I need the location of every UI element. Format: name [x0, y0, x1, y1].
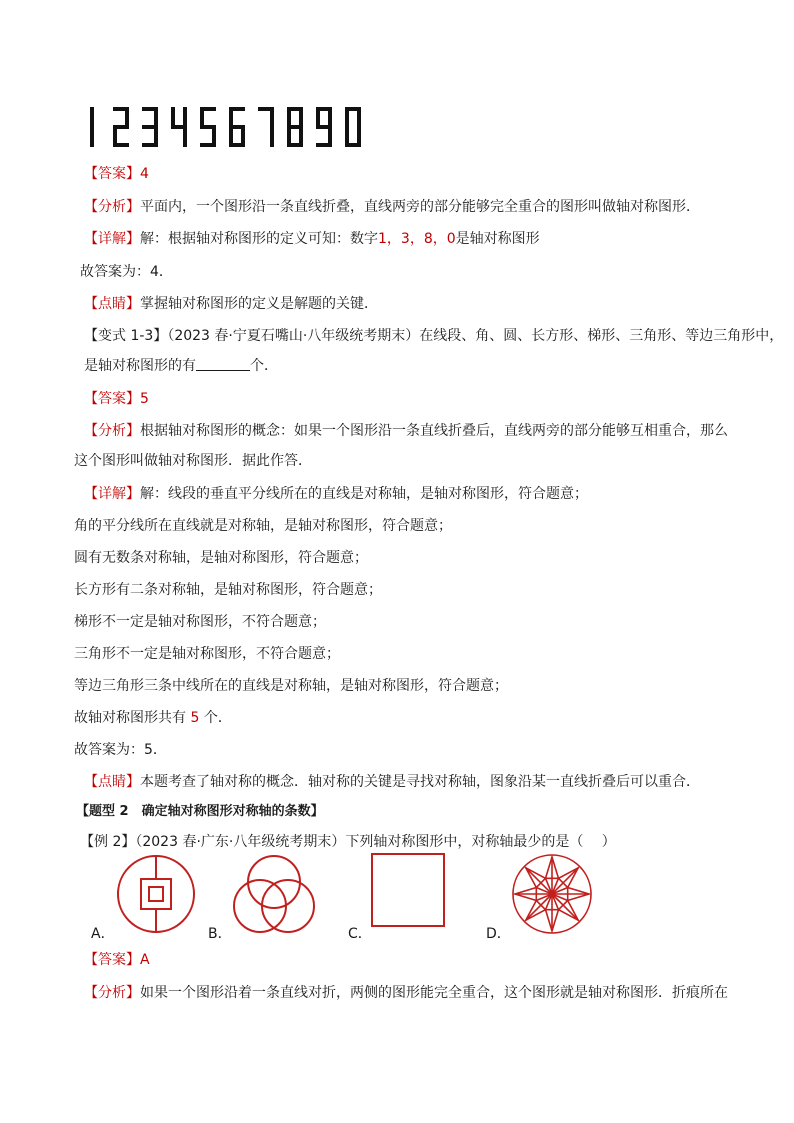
- comment-line-2: [84, 772, 724, 792]
- detail-line-2-3: [74, 580, 714, 600]
- analysis-tag: 【分析】: [84, 423, 140, 439]
- detail-prefix: 解：根据轴对称图形的定义可知：数字: [140, 231, 378, 247]
- option-a-label: A．: [91, 926, 115, 942]
- section-title-text: 【题型 2 确定轴对称图形对称轴的条数】: [76, 804, 324, 819]
- section-title: [76, 802, 716, 822]
- answer-line-2: [84, 389, 724, 409]
- detail-line-2-4: [74, 612, 714, 632]
- detail-line-2-5: [74, 644, 714, 664]
- total-suffix: 个．: [199, 710, 232, 726]
- digit-6: [229, 107, 245, 147]
- analysis-line-3: [84, 983, 728, 1003]
- variant-text: （2023 春·宁夏石嘴山·八年级统考期末）在线段、角、圆、长方形、梯形、三角形、等边三角形中，: [167, 328, 784, 344]
- total-line: [74, 708, 714, 728]
- option-figures: [84, 852, 744, 942]
- digit-3: [142, 107, 158, 147]
- answer-tag: 【答案】: [84, 391, 140, 407]
- digit-7: [258, 107, 274, 147]
- analysis-tag: 【分析】: [84, 985, 140, 1001]
- figure-a-coin: [114, 852, 198, 936]
- figure-d-star-circle: [510, 852, 594, 936]
- variant-tag: 【变式 1-3】: [84, 328, 168, 344]
- conclusion-line-2: [74, 740, 714, 760]
- example-line: [80, 832, 720, 852]
- detail-text: 等边三角形三条中线所在的直线是对称轴，是轴对称图形，符合题意；: [74, 678, 508, 694]
- analysis-text: 如果一个图形沿着一条直线对折，两侧的图形能完全重合，这个图形就是轴对称图形．折痕所在: [140, 985, 728, 1001]
- total-prefix: 故轴对称图形共有: [74, 710, 191, 726]
- digit-5: [200, 107, 216, 147]
- answer-tag: 【答案】: [84, 952, 140, 968]
- detail-text: 长方形有二条对称轴，是轴对称图形，符合题意；: [74, 582, 382, 598]
- digit-8: [287, 107, 303, 147]
- example-tag: 【例 2】: [80, 834, 136, 850]
- conclusion-text: 故答案为：4．: [80, 264, 173, 280]
- answer-value: 5: [140, 391, 149, 407]
- answer-blank: [196, 357, 250, 371]
- analysis-line-2a: [84, 421, 728, 441]
- analysis-line-2b: [74, 451, 714, 471]
- detail-text: 解：线段的垂直平分线所在的直线是对称轴，是轴对称图形，符合题意；: [140, 486, 588, 502]
- detail-tag: 【详解】: [84, 486, 140, 502]
- figure-c-square: [370, 852, 446, 928]
- detail-text: 角的平分线所在直线就是对称轴，是轴对称图形，符合题意；: [74, 518, 452, 534]
- figure-b-triquetra: [226, 852, 322, 936]
- variant-line2-prefix: 是轴对称图形的有: [84, 358, 196, 374]
- detail-tag: 【详解】: [84, 231, 140, 247]
- analysis-line-1: [84, 197, 724, 217]
- answer-tag: 【答案】: [84, 166, 140, 182]
- comment-text: 本题考查了轴对称的概念．轴对称的关键是寻找对称轴，图象沿某一直线折叠后可以重合．: [140, 774, 700, 790]
- detail-line-2-0: [84, 484, 724, 504]
- digit-4: [171, 107, 187, 147]
- comment-tag: 【点睛】: [84, 774, 140, 790]
- variant-line-2: [84, 356, 724, 376]
- analysis-text-cont: 这个图形叫做轴对称图形．据此作答．: [74, 453, 312, 469]
- detail-line-1: [84, 229, 724, 249]
- analysis-text: 根据轴对称图形的概念：如果一个图形沿一条直线折叠后，直线两旁的部分能够互相重合，那么: [140, 423, 728, 439]
- option-d-label: D．: [486, 926, 511, 942]
- detail-suffix: 是轴对称图形: [455, 231, 540, 247]
- analysis-tag: 【分析】: [84, 199, 140, 215]
- total-num: 5: [190, 710, 200, 726]
- example-text: （2023 春·广东·八年级统考期末）下列轴对称图形中，对称轴最少的是（ ）: [135, 834, 616, 850]
- detail-text: 梯形不一定是轴对称图形，不符合题意；: [74, 614, 326, 630]
- analysis-text: 平面内，一个图形沿一条直线折叠，直线两旁的部分能够完全重合的图形叫做轴对称图形．: [140, 199, 700, 215]
- detail-text: 圆有无数条对称轴，是轴对称图形，符合题意；: [74, 550, 368, 566]
- digit-1: [90, 107, 94, 147]
- detail-text: 三角形不一定是轴对称图形，不符合题意；: [74, 646, 340, 662]
- digits-figure: [80, 104, 370, 150]
- digits-image: [80, 104, 370, 150]
- answer-value: A: [140, 952, 150, 968]
- option-c-label: C．: [348, 926, 372, 942]
- digit-9: [316, 107, 332, 147]
- conclusion-text: 故答案为：5．: [74, 742, 167, 758]
- comment-tag: 【点睛】: [84, 296, 140, 312]
- detail-line-2-1: [74, 516, 714, 536]
- comment-text: 掌握轴对称图形的定义是解题的关键．: [140, 296, 378, 312]
- conclusion-line-1: [80, 262, 720, 282]
- detail-line-2-2: [74, 548, 714, 568]
- variant-line-1: [84, 326, 784, 346]
- detail-nums: 1，3，8，0: [378, 231, 456, 247]
- detail-line-2-6: [74, 676, 714, 696]
- answer-line-3: [84, 950, 724, 970]
- comment-line-1: [84, 294, 724, 314]
- answer-line-1: [84, 164, 724, 184]
- digit-2: [113, 107, 129, 147]
- variant-line2-suffix: 个．: [250, 358, 278, 374]
- digit-0: [345, 107, 361, 147]
- answer-value: 4: [140, 166, 149, 182]
- option-b-label: B．: [208, 926, 232, 942]
